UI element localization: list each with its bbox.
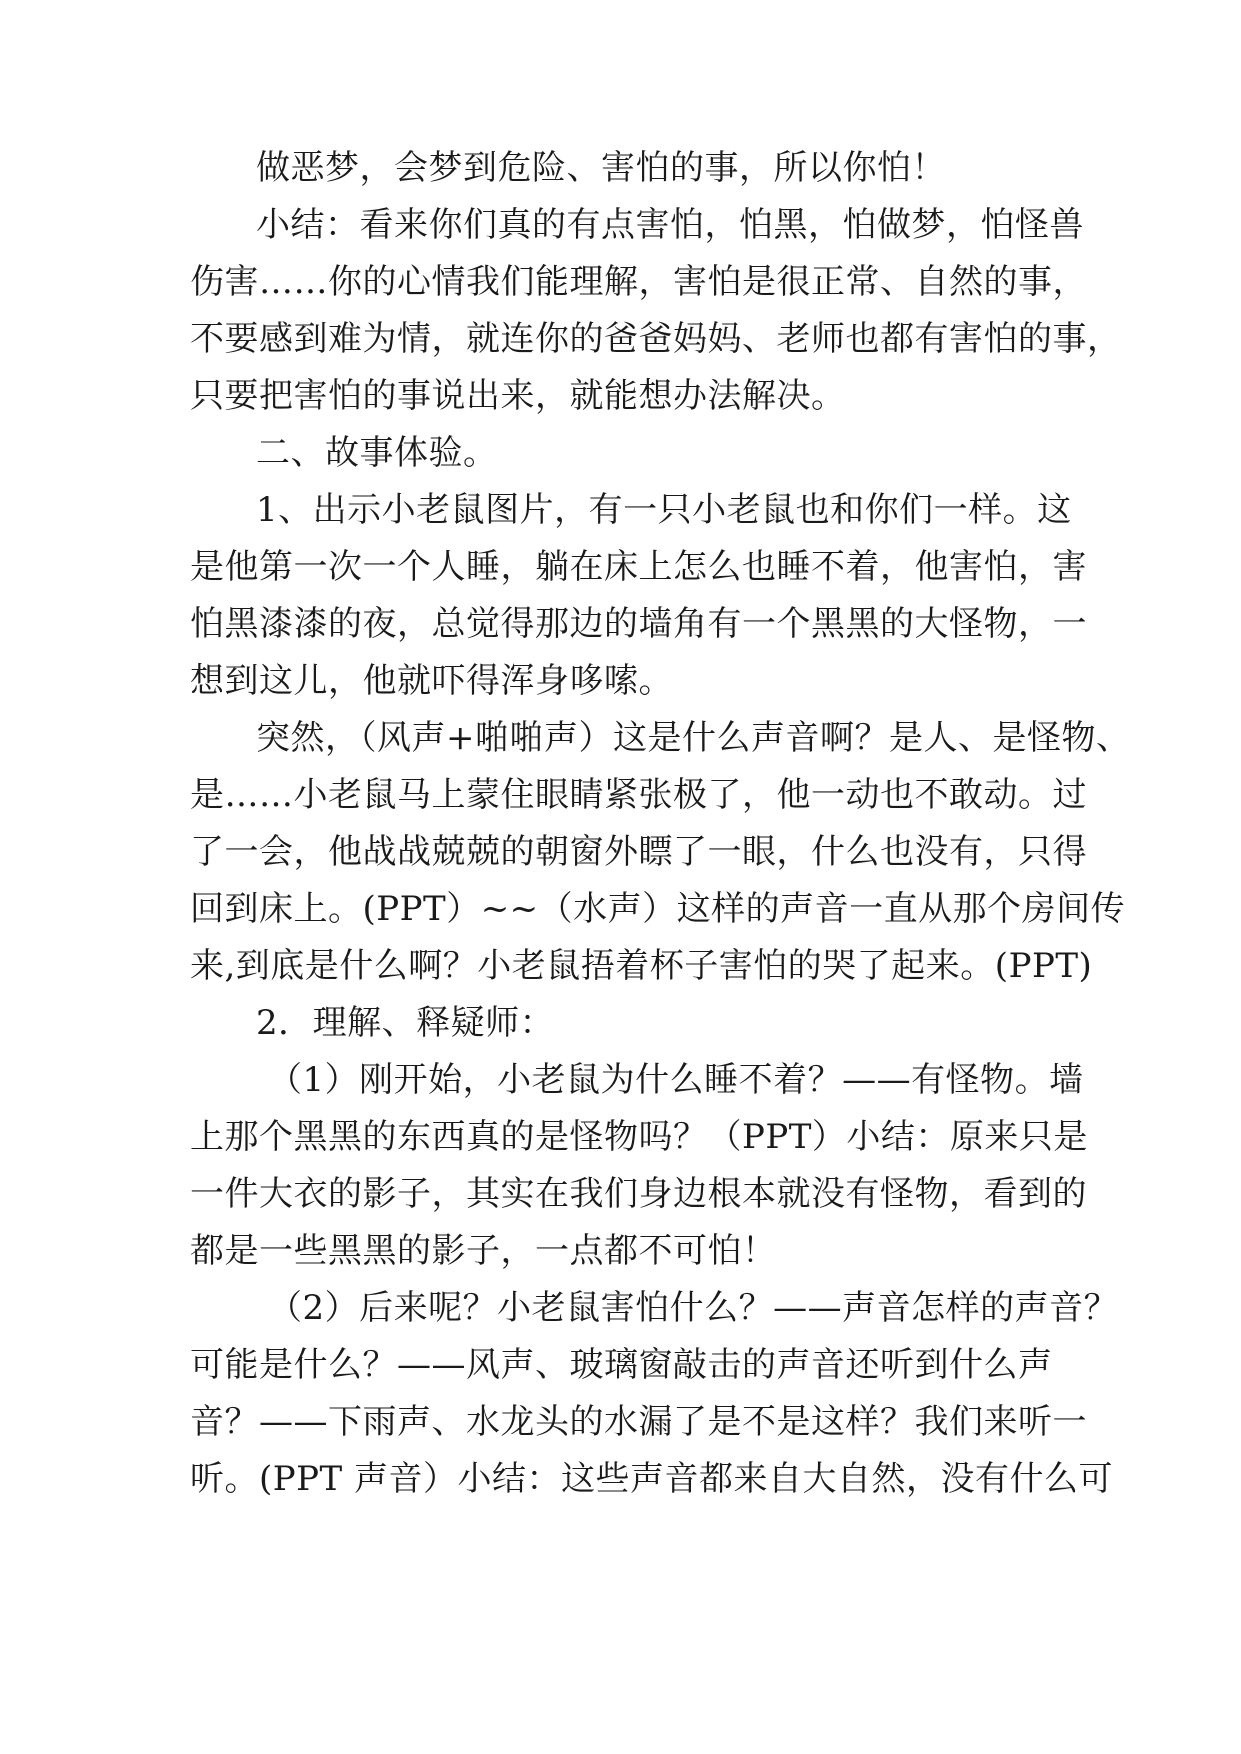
paragraph-line: 一件大衣的影子，其实在我们身边根本就没有怪物，看到的: [190, 1174, 1087, 1214]
paragraph-line: 想到这儿，他就吓得浑身哆嗦。: [190, 661, 673, 701]
paragraph-line: 回到床上。(PPT）~~（水声）这样的声音一直从那个房间传: [190, 889, 1126, 929]
paragraph-line: 都是一些黑黑的影子，一点都不可怕！: [190, 1231, 777, 1271]
section-heading: 二、故事体验。: [256, 433, 498, 473]
paragraph-line: （2）后来呢？小老鼠害怕什么？——声音怎样的声音？: [268, 1288, 1119, 1328]
paragraph-line: 1、出示小老鼠图片，有一只小老鼠也和你们一样。这: [256, 490, 1072, 530]
paragraph-line: 是……小老鼠马上蒙住眼睛紧张极了，他一动也不敢动。过: [190, 775, 1087, 815]
paragraph-line: 听。(PPT 声音）小结：这些声音都来自大自然，没有什么可: [190, 1459, 1114, 1499]
paragraph-line: 怕黑漆漆的夜，总觉得那边的墙角有一个黑黑的大怪物，一: [190, 604, 1087, 644]
paragraph-line: 小结：看来你们真的有点害怕，怕黑，怕做梦，怕怪兽: [256, 205, 1084, 245]
paragraph-line: 不要感到难为情，就连你的爸爸妈妈、老师也都有害怕的事，: [190, 319, 1122, 359]
section-heading: 2．理解、释疑师：: [256, 1003, 555, 1043]
paragraph-line: 伤害……你的心情我们能理解，害怕是很正常、自然的事，: [190, 262, 1087, 302]
paragraph-line: 只要把害怕的事说出来，就能想办法解决。: [190, 376, 846, 416]
paragraph-line: 做恶梦，会梦到危险、害怕的事，所以你怕！: [256, 148, 946, 188]
paragraph-line: （1）刚开始，小老鼠为什么睡不着？——有怪物。墙: [268, 1060, 1084, 1100]
paragraph-line: 了一会，他战战兢兢的朝窗外瞟了一眼，什么也没有，只得: [190, 832, 1087, 872]
paragraph-line: 突然，（风声+啪啪声）这是什么声音啊？是人、是怪物、: [256, 718, 1131, 758]
paragraph-line: 音？——下雨声、水龙头的水漏了是不是这样？我们来听一: [190, 1402, 1087, 1442]
paragraph-line: 上那个黑黑的东西真的是怪物吗？（PPT）小结：原来只是: [190, 1117, 1088, 1157]
paragraph-line: 是他第一次一个人睡，躺在床上怎么也睡不着，他害怕，害: [190, 547, 1087, 587]
paragraph-line: 可能是什么？——风声、玻璃窗敲击的声音还听到什么声: [190, 1345, 1053, 1385]
paragraph-line: 来,到底是什么啊？小老鼠捂着杯子害怕的哭了起来。(PPT): [190, 946, 1093, 986]
